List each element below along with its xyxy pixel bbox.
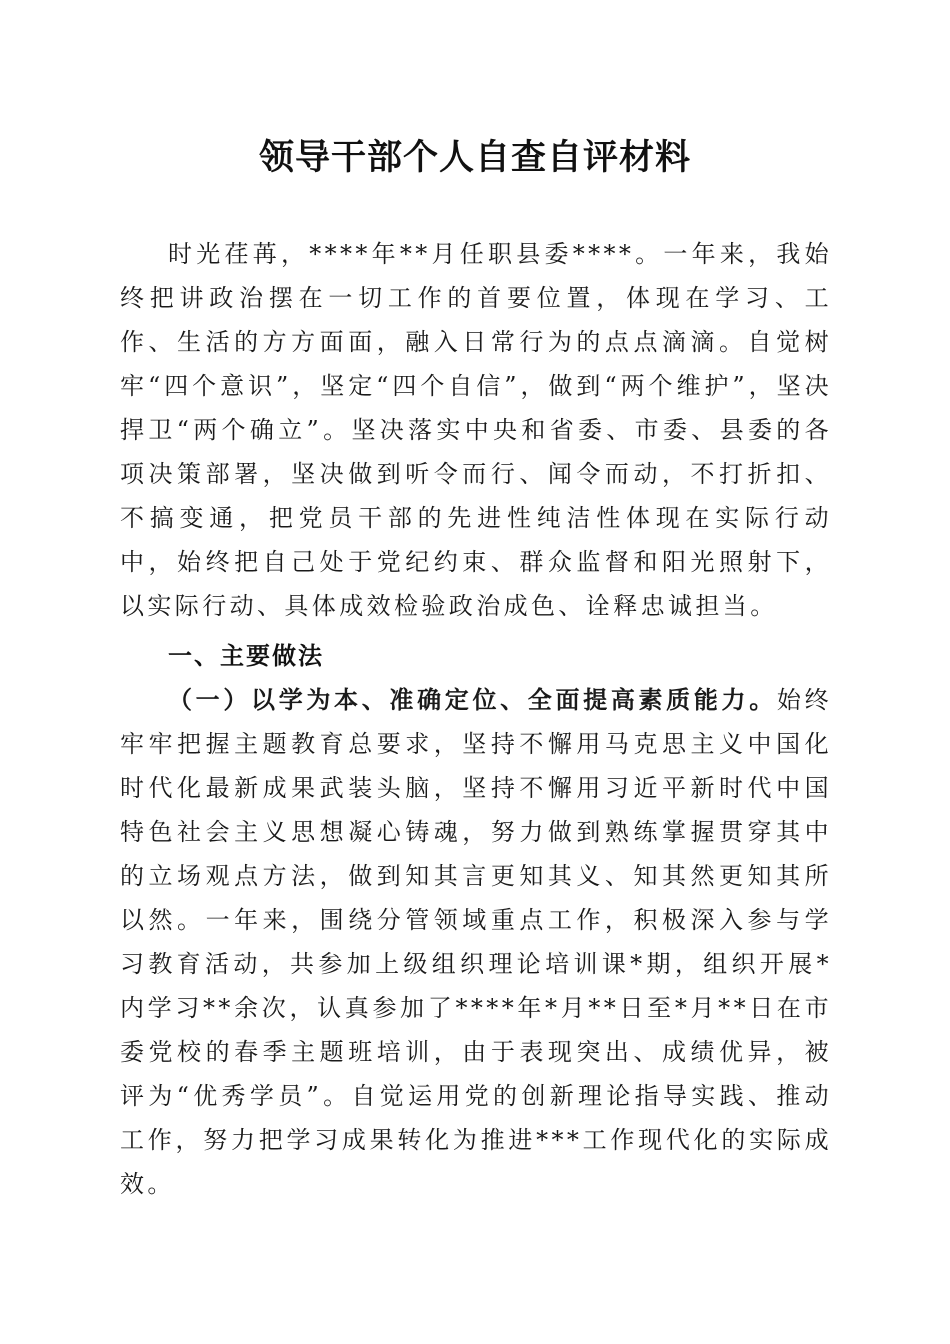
subsection-heading: （一）以学为本、准确定位、全面提高素质能力。	[168, 686, 777, 714]
section-heading: 一、主要做法	[168, 642, 324, 670]
document-title: 领导干部个人自查自评材料	[258, 137, 691, 178]
subsection-paragraph	[120, 678, 832, 1206]
intro-paragraph: 时光荏苒，****年**月任职县委****。一年来，我始终把讲政治摆在一切工作的首要位置，体现在学习、工作、生活的方方面面，融入日常行为的点点滴滴。自觉树牢“四个意识”，坚定“四个自信”，做到“两个维护”，坚决捍卫“两个确立”。坚决落实中央和省委、市委、县委的各项决策部署，坚决做到听令而行、闻令而动，不打折扣、不搞变通，把党员干部的先进性纯洁性体现在实际行动中，始终把自己处于党纪约束、群众监督和阳光照射下，以实际行动、具体成效检验政治成色、诠释忠诚担当。	[120, 240, 832, 620]
subsection-body: 始终牢牢把握主题教育总要求，坚持不懈用马克思主义中国化时代化最新成果武装头脑，坚持不懈用习近平新时代中国特色社会主义思想凝心铸魂，努力做到熟练掌握贯穿其中的立场观点方法，做到知其言更知其义、知其然更知其所以然。一年来，围绕分管领域重点工作，积极深入参与学习教育活动，共参加上级组织理论培训课*期，组织开展*内学习**余次，认真参加了****年*月**日至*月**日在市委党校的春季主题班培训，由于表现突出、成绩优异，被评为“优秀学员”。自觉运用党的创新理论指导实践、推动工作，努力把学习成果转化为推进***工作现代化的实际成效。	[120, 686, 832, 1198]
